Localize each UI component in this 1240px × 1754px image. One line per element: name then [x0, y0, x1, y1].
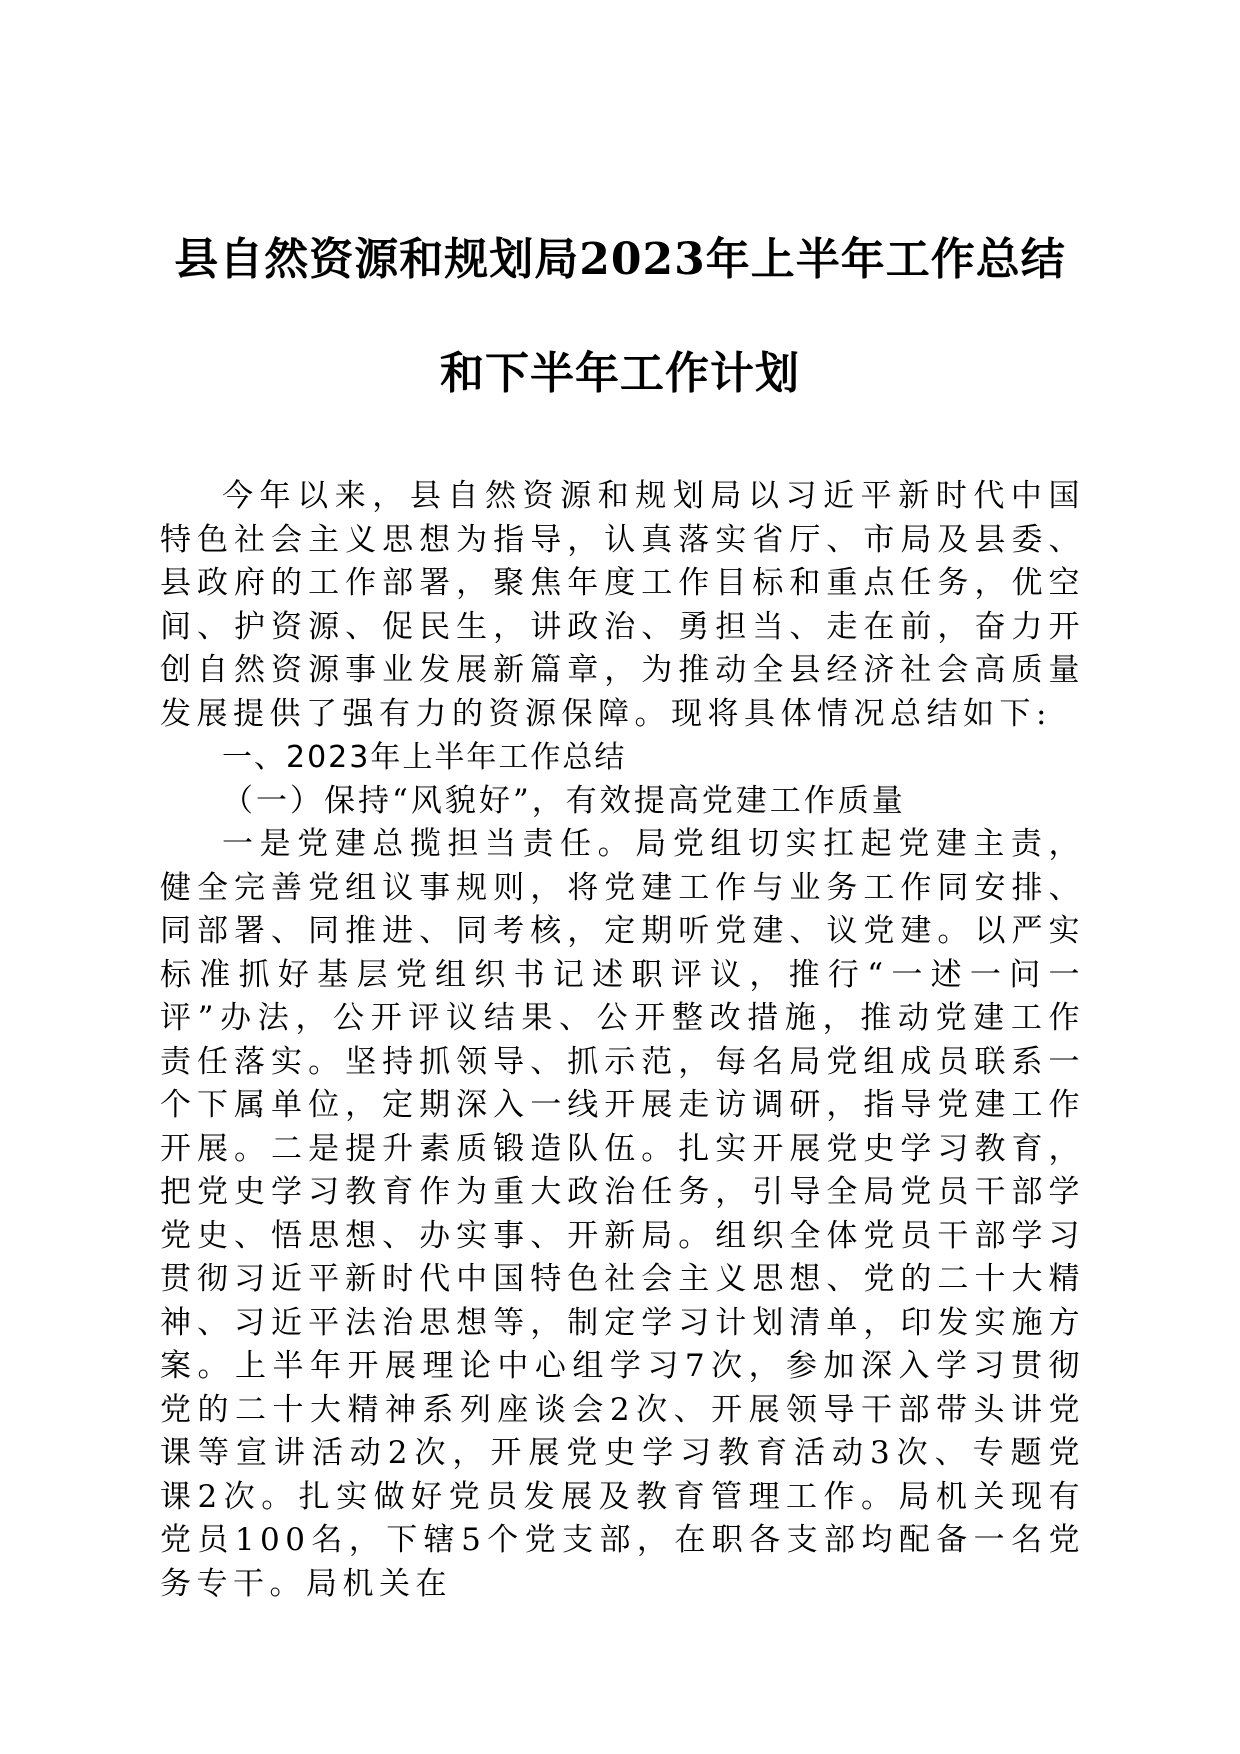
body-paragraph: 一是党建总揽担当责任。局党组切实扛起党建主责，健全完善党组议事规则，将党建工作与业务工作同安排、同部署、同推进、同考核，定期听党建、议党建。以严实标准抓好基层党组织书记述职评议，推行“一述一问一评”办法，公开评议结果、公开整改措施，推动党建工作责任落实。坚持抓领导、抓示范，每名局党组成员联系一个下属单位，定期深入一线开展走访调研，指导党建工作开展。二是提升素质锻造队伍。扎实开展党史学习教育，把党史学习教育作为重大政治任务，引导全局党员干部学党史、悟思想、办实事、开新局。组织全体党员干部学习贯彻习近平新时代中国特色社会主义思想、党的二十大精神、习近平法治思想等，制定学习计划清单，印发实施方案。上半年开展理论中心组学习7次，参加深入学习贯彻党的二十大精神系列座谈会2次、开展领导干部带头讲党课等宣讲活动2次，开展党史学习教育活动3次、专题党课2次。扎实做好党员发展及教育管理工作。局机关现有党员100名，下辖5个党支部，在职各支部均配备一名党务专干。局机关在: [160, 826, 1085, 1602]
subsection-heading: （一）保持“风貌好”，有效提高党建工作质量: [222, 782, 906, 819]
document-title-line-1: 县自然资源和规划局2023年上半年工作总结: [174, 234, 1066, 285]
intro-paragraph: 今年以来，县自然资源和规划局以习近平新时代中国特色社会主义思想为指导，认真落实省厅、市局及县委、县政府的工作部署，聚焦年度工作目标和重点任务，优空间、护资源、促民生，讲政治、勇担当、走在前，奋力开创自然资源事业发展新篇章，为推动全县经济社会高质量发展提供了强有力的资源保障。现将具体情况总结如下:: [160, 478, 1085, 732]
document-title-line-2: 和下半年工作计划: [440, 348, 800, 399]
section-heading: 一、2023年上半年工作总结: [222, 740, 627, 775]
document-body: [160, 475, 1085, 1606]
